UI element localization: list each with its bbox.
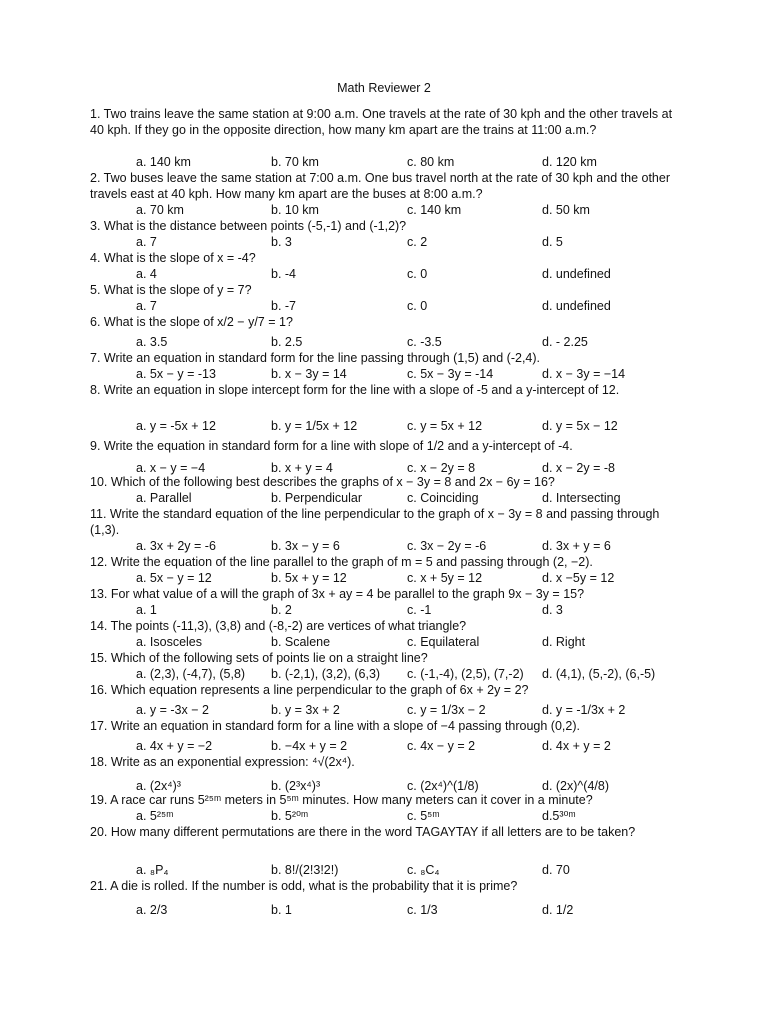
page-title: Math Reviewer 2 xyxy=(337,81,431,95)
answer-option: d. 50 km xyxy=(542,203,590,217)
answer-option: c. 0 xyxy=(407,299,428,313)
question-text: 21. A die is rolled. If the number is odd, what is the probability that it is prime? xyxy=(90,879,518,893)
answer-option: a. 3x + 2y = -6 xyxy=(136,539,216,553)
answer-option: b. 10 km xyxy=(271,203,319,217)
answer-option: c. 0 xyxy=(407,267,428,281)
answer-options xyxy=(0,490,768,506)
question-text: 17. Write an equation in standard form for a line with a slope of −4 passing through (0,2). xyxy=(90,719,580,733)
answer-option: b. −4x + y = 2 xyxy=(271,739,348,753)
answer-option: a. ₈P₄ xyxy=(136,863,169,877)
answer-option: b. y = 1/5x + 12 xyxy=(271,419,358,433)
answer-option: c. 5⁵ᵐ xyxy=(407,809,440,823)
answer-option: b. 70 km xyxy=(271,155,319,169)
answer-options xyxy=(0,234,768,250)
question-text: 7. Write an equation in standard form for the line passing through (1,5) and (-2,4). xyxy=(90,351,541,365)
answer-option: a. 5x − y = 12 xyxy=(136,571,212,585)
answer-option: c. Equilateral xyxy=(407,635,480,649)
answer-options xyxy=(0,154,768,170)
answer-option: d. 1/2 xyxy=(542,903,574,917)
answer-option: b. 5x + y = 12 xyxy=(271,571,347,585)
answer-option: c. -3.5 xyxy=(407,335,442,349)
answer-option: c. x − 2y = 8 xyxy=(407,461,476,475)
answer-option: b. 8!/(2!3!2!) xyxy=(271,863,339,877)
question-text: 11. Write the standard equation of the line perpendicular to the graph of x − 3y = 8 and passing through (1,3). xyxy=(90,507,660,537)
answer-option: d. undefined xyxy=(542,299,611,313)
answer-option: a. Parallel xyxy=(136,491,192,505)
question-text: 4. What is the slope of x = -4? xyxy=(90,251,256,265)
answer-option: a. 4 xyxy=(136,267,157,281)
answer-option: a. 7 xyxy=(136,299,157,313)
answer-option: d. 3 xyxy=(542,603,563,617)
answer-options xyxy=(0,702,768,718)
answer-option: b. x + y = 4 xyxy=(271,461,333,475)
answer-option: a. y = -5x + 12 xyxy=(136,419,216,433)
answer-option: c. 3x − 2y = -6 xyxy=(407,539,487,553)
question-text: 2. Two buses leave the same station at 7:00 a.m. One bus travel north at the rate of 30 kph and the other travels east at 40 kph. How many km apart are the buses at 8:00 a.m.? xyxy=(90,171,670,201)
answer-option: d. (2x)^(4/8) xyxy=(542,779,609,793)
answer-option: b. Scalene xyxy=(271,635,331,649)
answer-options xyxy=(0,634,768,650)
question-text: 8. Write an equation in slope intercept form for the line with a slope of -5 and a y-intercept of 12. xyxy=(90,383,620,397)
question-text: 19. A race car runs 5²⁵ᵐ meters in 5⁵ᵐ minutes. How many meters can it cover in a minute? xyxy=(90,793,593,807)
answer-option: b. 1 xyxy=(271,903,292,917)
answer-options xyxy=(0,538,768,554)
answer-option: a. 7 xyxy=(136,235,157,249)
question-text: 13. For what value of a will the graph of 3x + ay = 4 be parallel to the graph 9x − 3y = 15? xyxy=(90,587,585,601)
answer-options xyxy=(0,862,768,878)
question-text: 20. How many different permutations are there in the word TAGAYTAY if all letters are to be taken? xyxy=(90,825,636,839)
answer-option: c. 1/3 xyxy=(407,903,438,917)
answer-option: d. 120 km xyxy=(542,155,597,169)
answer-option: a. 2/3 xyxy=(136,903,168,917)
answer-option: b. (-2,1), (3,2), (6,3) xyxy=(271,667,381,681)
answer-option: b. (2³x⁴)³ xyxy=(271,779,321,793)
answer-option: b. -4 xyxy=(271,267,297,281)
answer-option: b. x − 3y = 14 xyxy=(271,367,347,381)
answer-option: c. x + 5y = 12 xyxy=(407,571,483,585)
answer-option: a. (2x⁴)³ xyxy=(136,779,181,793)
question-text: 10. Which of the following best describes the graphs of x − 3y = 8 and 2x − 6y = 16? xyxy=(90,475,555,489)
question-text: 14. The points (-11,3), (3,8) and (-8,-2) are vertices of what triangle? xyxy=(90,619,467,633)
answer-option: b. 3 xyxy=(271,235,292,249)
answer-options xyxy=(0,334,768,350)
answer-options xyxy=(0,366,768,382)
answer-option: a. (2,3), (-4,7), (5,8) xyxy=(136,667,246,681)
answer-option: d. 5 xyxy=(542,235,563,249)
question-text: 18. Write as an exponential expression: ⁴√(2x⁴). xyxy=(90,755,355,769)
answer-option: a. 4x + y = −2 xyxy=(136,739,213,753)
answer-option: d. Right xyxy=(542,635,586,649)
answer-options xyxy=(0,602,768,618)
answer-option: c. -1 xyxy=(407,603,432,617)
answer-option: c. ₈C₄ xyxy=(407,863,440,877)
answer-options xyxy=(0,418,768,434)
answer-option: d. 70 xyxy=(542,863,570,877)
answer-option: b. 2.5 xyxy=(271,335,303,349)
answer-option: c. 4x − y = 2 xyxy=(407,739,476,753)
answer-option: c. 5x − 3y = -14 xyxy=(407,367,494,381)
answer-option: a. 5²⁵ᵐ xyxy=(136,809,174,823)
answer-option: c. y = 1/3x − 2 xyxy=(407,703,486,717)
question-text: 12. Write the equation of the line parallel to the graph of m = 5 and passing through (2, −2). xyxy=(90,555,593,569)
answer-options xyxy=(0,266,768,282)
answer-option: a. x − y = −4 xyxy=(136,461,206,475)
question-text: 1. Two trains leave the same station at 9:00 a.m. One travels at the rate of 30 kph and the other travels at 40 kph. If they go in the opposite direction, how many km apart are the trains at 11:00 a.m.? xyxy=(90,107,673,137)
answer-option: d. 3x + y = 6 xyxy=(542,539,611,553)
answer-option: a. 140 km xyxy=(136,155,191,169)
answer-option: d. x − 3y = −14 xyxy=(542,367,626,381)
question-text: 6. What is the slope of x/2 − y/7 = 1? xyxy=(90,315,293,329)
question-text: 16. Which equation represents a line perpendicular to the graph of 6x + 2y = 2? xyxy=(90,683,529,697)
answer-option: a. 5x − y = -13 xyxy=(136,367,216,381)
answer-option: d. undefined xyxy=(542,267,611,281)
answer-option: a. 70 km xyxy=(136,203,184,217)
answer-option: d. y = 5x − 12 xyxy=(542,419,618,433)
answer-option: b. 3x − y = 6 xyxy=(271,539,340,553)
question-text: 5. What is the slope of y = 7? xyxy=(90,283,252,297)
question-text: 9. Write the equation in standard form for a line with slope of 1/2 and a y-intercept of -4. xyxy=(90,439,573,453)
answer-option: c. y = 5x + 12 xyxy=(407,419,483,433)
answer-option: d. y = -1/3x + 2 xyxy=(542,703,626,717)
answer-option: d. - 2.25 xyxy=(542,335,588,349)
answer-option: d. x −5y = 12 xyxy=(542,571,615,585)
answer-option: d. (4,1), (5,-2), (6,-5) xyxy=(542,667,656,681)
answer-option: d. x − 2y = -8 xyxy=(542,461,615,475)
answer-option: c. 140 km xyxy=(407,203,462,217)
answer-options xyxy=(0,202,768,218)
answer-option: c. (2x⁴)^(1/8) xyxy=(407,779,479,793)
answer-option: d. Intersecting xyxy=(542,491,621,505)
answer-option: c. (-1,-4), (2,5), (7,-2) xyxy=(407,667,524,681)
answer-options xyxy=(0,738,768,754)
answer-options xyxy=(0,808,768,824)
answer-option: c. 80 km xyxy=(407,155,455,169)
answer-options xyxy=(0,298,768,314)
answer-options xyxy=(0,570,768,586)
answer-option: c. Coinciding xyxy=(407,491,479,505)
answer-option: b. Perpendicular xyxy=(271,491,363,505)
answer-option: b. y = 3x + 2 xyxy=(271,703,340,717)
answer-option: a. 3.5 xyxy=(136,335,168,349)
answer-options xyxy=(0,666,768,682)
answer-options xyxy=(0,902,768,918)
answer-option: d.5³⁰ᵐ xyxy=(542,809,576,823)
answer-option: d. 4x + y = 2 xyxy=(542,739,611,753)
answer-option: b. -7 xyxy=(271,299,297,313)
answer-option: b. 5²⁰ᵐ xyxy=(271,809,309,823)
answer-option: a. Isosceles xyxy=(136,635,203,649)
question-text: 3. What is the distance between points (-5,-1) and (-1,2)? xyxy=(90,219,407,233)
question-text: 15. Which of the following sets of points lie on a straight line? xyxy=(90,651,428,665)
answer-option: a. y = -3x − 2 xyxy=(136,703,209,717)
answer-option: b. 2 xyxy=(271,603,292,617)
answer-option: c. 2 xyxy=(407,235,428,249)
answer-option: a. 1 xyxy=(136,603,157,617)
